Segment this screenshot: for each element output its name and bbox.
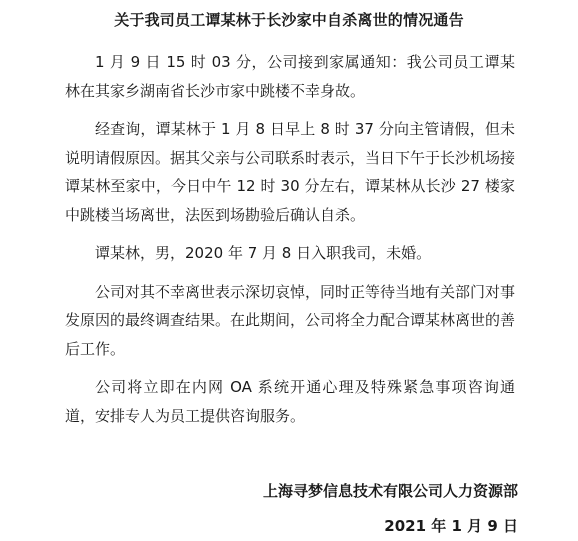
signature-organization: 上海寻梦信息技术有限公司人力资源部 <box>262 482 518 500</box>
notice-body <box>65 48 515 440</box>
paragraph-notification: 1 月 9 日 15 时 03 分，公司接到家属通知：我公司员工谭某林在其家乡湖南省长沙市家中跳楼不幸身故。 <box>65 53 515 100</box>
paragraph-investigation: 经查询，谭某林于 1 月 8 日早上 8 时 37 分向主管请假，但未说明请假原因。据其父亲与公司联系时表示，当日下午于长沙机场接谭某林至家中，今日中午 12 时 30 分左右，谭某林从长沙 27 楼家中跳楼当场离世，法医到场勘验后确认自杀。 <box>65 120 516 224</box>
paragraph-condolence: 公司对其不幸离世表示深切哀悼，同时正等待当地有关部门对事发原因的最终调查结果。在此期间，公司将全力配合谭某林离世的善后工作。 <box>65 282 516 358</box>
signature-date: 2021 年 1 月 9 日 <box>384 517 518 535</box>
paragraph-employee-info: 谭某林，男，2020 年 7 月 8 日入职我司，未婚。 <box>95 244 432 262</box>
notice-title: 关于我司员工谭某林于长沙家中自杀离世的情况通告 <box>114 11 464 29</box>
paragraph-counseling: 公司将立即在内网 OA 系统开通心理及特殊紧急事项咨询通道，安排专人为员工提供咨询服务。 <box>65 378 515 425</box>
